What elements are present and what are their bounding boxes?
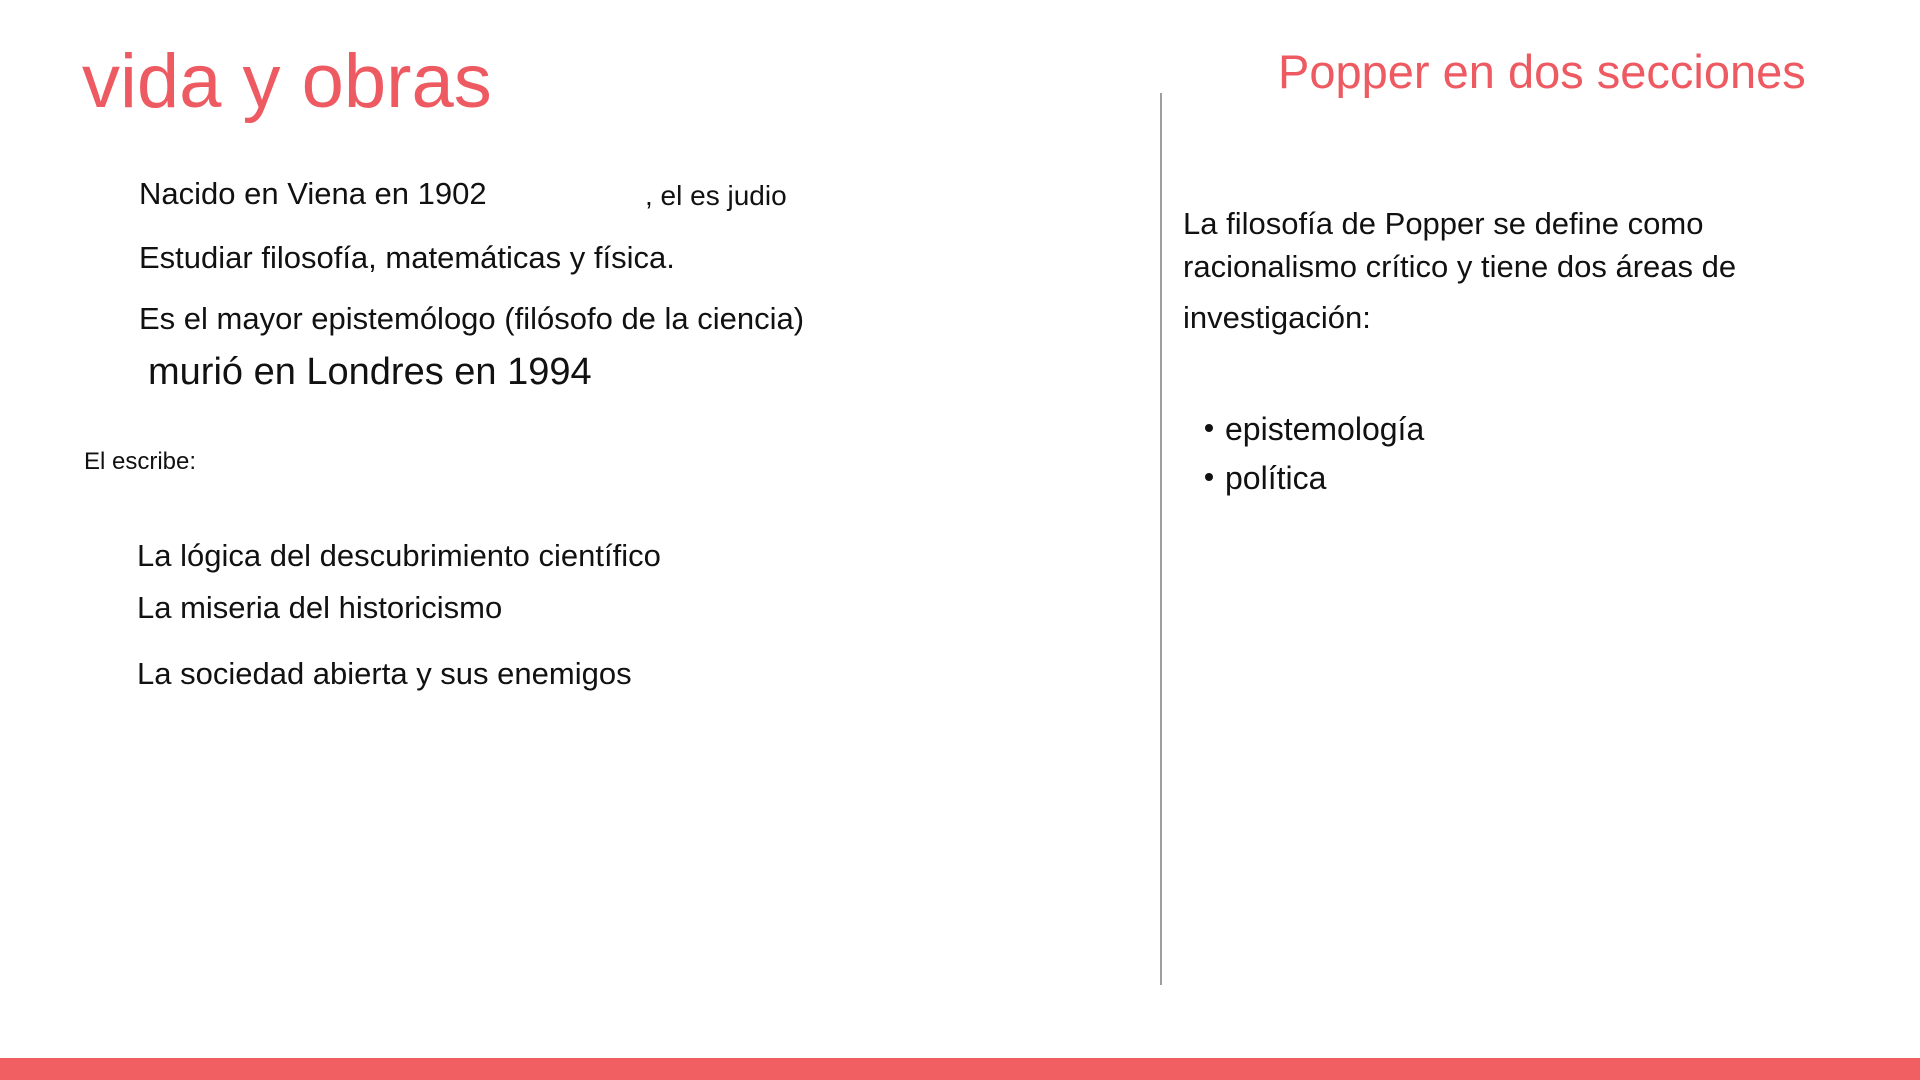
- vertical-divider: [1160, 93, 1162, 985]
- bio-epistemologist: Es el mayor epistemólogo (filósofo de la ciencia): [139, 301, 805, 336]
- paragraph-line: investigación:: [1183, 300, 1371, 335]
- bio-death: murió en Londres en 1994: [148, 351, 592, 393]
- bullet-item-epistemologia: [1205, 413, 1424, 445]
- work-item: La lógica del descubrimiento científico: [137, 538, 661, 573]
- bullet-label: política: [1225, 460, 1327, 496]
- bottom-accent-bar: [0, 1058, 1920, 1080]
- section-title-vida-y-obras: vida y obras: [82, 39, 492, 124]
- paragraph-line: La filosofía de Popper se define como: [1183, 206, 1704, 241]
- work-item: La sociedad abierta y sus enemigos: [137, 656, 632, 691]
- paragraph-line: racionalismo crítico y tiene dos áreas de: [1183, 249, 1737, 284]
- bullet-dot-icon: [1205, 473, 1213, 481]
- bio-birth: Nacido en Viena en 1902: [139, 176, 487, 211]
- work-item: La miseria del historicismo: [137, 590, 503, 625]
- section-title-popper-dos-secciones: Popper en dos secciones: [1278, 45, 1806, 98]
- bullet-dot-icon: [1205, 424, 1213, 432]
- bullet-item-politica: [1205, 462, 1326, 494]
- works-label: El escribe:: [84, 448, 197, 475]
- bio-studies: Estudiar filosofía, matemáticas y física.: [139, 240, 675, 275]
- bullet-label: epistemología: [1225, 411, 1425, 447]
- bio-birth-suffix: , el es judio: [645, 180, 787, 211]
